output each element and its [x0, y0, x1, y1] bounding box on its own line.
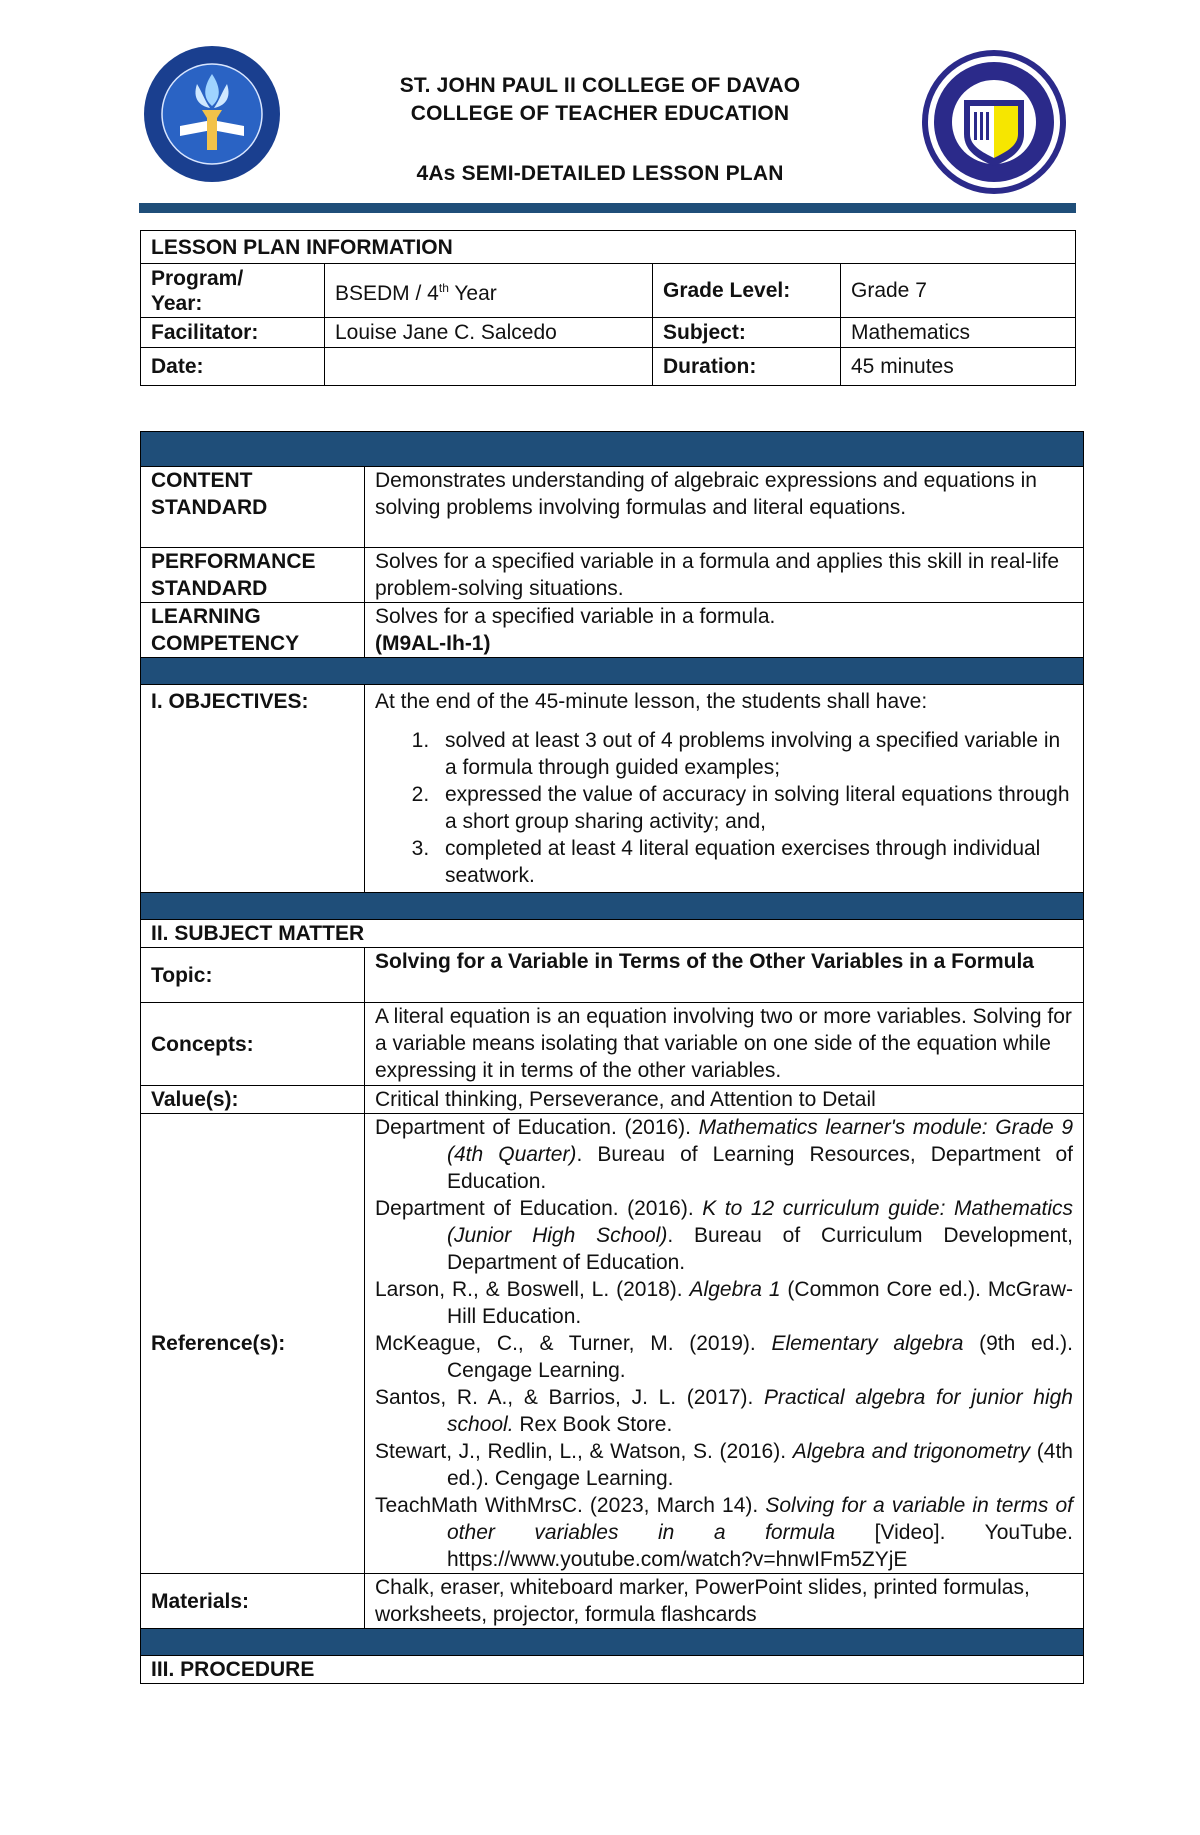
- program-label: Program/ Year:: [141, 264, 325, 318]
- lesson-plan-information-table: [140, 230, 1076, 386]
- college-of-teacher-education-logo: [142, 44, 282, 184]
- objective-item: 3. completed at least 4 literal equation exercises through individual seatwork.: [435, 835, 1073, 889]
- concepts-value: A literal equation is an equation involving two or more variables. Solving for a variable means isolating that variable on one side of the equation while expressing it in terms of the other variables.: [365, 1003, 1084, 1086]
- college-name: COLLEGE OF TEACHER EDUCATION: [410, 102, 790, 125]
- section-band: [141, 893, 1084, 920]
- facilitator-value: Louise Jane C. Salcedo: [325, 318, 653, 348]
- reference-entry: Stewart, J., Redlin, L., & Watson, S. (2016). Algebra and trigonometry (4th ed.). Cengage Learning.: [375, 1440, 1073, 1490]
- document-header: [0, 0, 1200, 230]
- section-band: [141, 1629, 1084, 1656]
- objectives-content: [365, 685, 1084, 893]
- subject-label: Subject:: [653, 318, 841, 348]
- performance-standard-label: PERFORMANCE STANDARD: [141, 548, 365, 603]
- learning-competency-label: LEARNING COMPETENCY: [141, 603, 365, 658]
- objectives-intro: At the end of the 45-minute lesson, the students shall have:: [375, 690, 928, 713]
- duration-label: Duration:: [653, 348, 841, 386]
- values-label: Value(s):: [141, 1086, 365, 1114]
- learning-competency-text: Solves for a specified variable in a formula. (M9AL-Ih-1): [365, 603, 1084, 658]
- competency-code: (M9AL-Ih-1): [375, 632, 491, 655]
- date-label: Date:: [141, 348, 325, 386]
- references-list: [365, 1114, 1084, 1574]
- school-name: ST. JOHN PAUL II COLLEGE OF DAVAO: [399, 74, 801, 97]
- materials-value: Chalk, eraser, whiteboard marker, PowerPoint slides, printed formulas, worksheets, projector, formula flashcards: [365, 1574, 1084, 1629]
- lesson-plan-title: 4As SEMI-DETAILED LESSON PLAN: [416, 162, 784, 185]
- header-divider: [139, 203, 1076, 213]
- performance-standard-text: Solves for a specified variable in a formula and applies this skill in real-life problem-solving situations.: [365, 548, 1084, 603]
- reference-entry: Department of Education. (2016). K to 12 curriculum guide: Mathematics (Junior High School). Bureau of Curriculum Development, Department of Education.: [375, 1197, 1073, 1274]
- procedure-heading: III. PROCEDURE: [141, 1656, 1084, 1684]
- values-value: Critical thinking, Perseverance, and Attention to Detail: [365, 1086, 1084, 1114]
- concepts-label: Concepts:: [141, 1003, 365, 1086]
- section-band: [141, 432, 1084, 467]
- references-label: Reference(s):: [141, 1114, 365, 1574]
- content-standard-text: Demonstrates understanding of algebraic expressions and equations in solving problems involving formulas and literal equations.: [365, 467, 1084, 548]
- objectives-list: [375, 727, 1073, 889]
- date-value: [325, 348, 653, 386]
- subject-matter-heading: II. SUBJECT MATTER: [141, 920, 1084, 948]
- content-standard-label: CONTENT STANDARD: [141, 467, 365, 548]
- subject-value: Mathematics: [841, 318, 1076, 348]
- school-seal-logo: [920, 48, 1068, 196]
- objective-item: 2. expressed the value of accuracy in solving literal equations through a short group sharing activity; and,: [435, 781, 1073, 835]
- facilitator-label: Facilitator:: [141, 318, 325, 348]
- lesson-plan-main-table: [140, 431, 1084, 1684]
- reference-entry: Santos, R. A., & Barrios, J. L. (2017). Practical algebra for junior high school. Rex Book Store.: [375, 1386, 1073, 1436]
- reference-entry: Department of Education. (2016). Mathematics learner's module: Grade 9 (4th Quarter). Bureau of Learning Resources, Department of Education.: [375, 1116, 1073, 1193]
- objectives-label: I. OBJECTIVES:: [141, 685, 365, 893]
- topic-value: Solving for a Variable in Terms of the Other Variables in a Formula: [365, 948, 1084, 1003]
- reference-entry: McKeague, C., & Turner, M. (2019). Elementary algebra (9th ed.). Cengage Learning.: [375, 1332, 1073, 1382]
- materials-label: Materials:: [141, 1574, 365, 1629]
- reference-entry: Larson, R., & Boswell, L. (2018). Algebra 1 (Common Core ed.). McGraw-Hill Education.: [375, 1278, 1073, 1328]
- section-band: [141, 658, 1084, 685]
- grade-level-value: Grade 7: [841, 264, 1076, 318]
- objective-item: 1. solved at least 3 out of 4 problems involving a specified variable in a formula through guided examples;: [435, 727, 1073, 781]
- topic-label: Topic:: [141, 948, 365, 1003]
- duration-value: 45 minutes: [841, 348, 1076, 386]
- reference-entry: TeachMath WithMrsC. (2023, March 14). Solving for a variable in terms of other variables in a formula [Video]. YouTube. https://www.youtube.com/watch?v=hnwIFm5ZYjE: [375, 1494, 1073, 1571]
- info-heading: LESSON PLAN INFORMATION: [141, 231, 1076, 264]
- grade-level-label: Grade Level:: [653, 264, 841, 318]
- program-value: BSEDM / 4th Year: [325, 264, 653, 318]
